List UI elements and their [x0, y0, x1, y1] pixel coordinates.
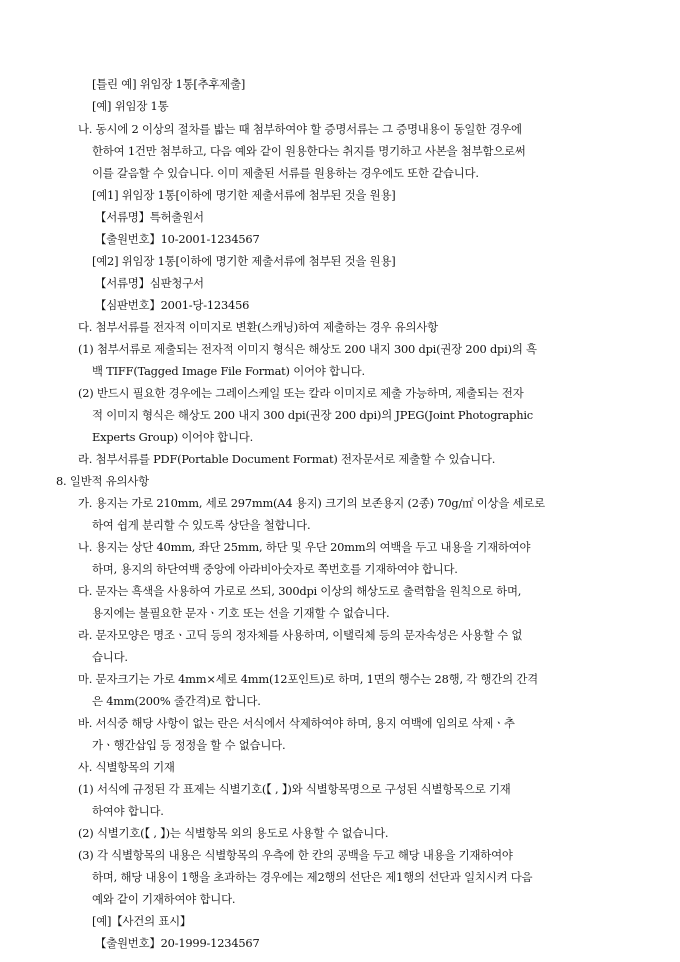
text-line: 하여야 합니다. — [92, 804, 164, 818]
text-line: (1) 서식에 규정된 각 표제는 식별기호(【 , 】)와 식별항목명으로 구성된 식별항목으로 기재 — [78, 782, 511, 796]
text-line: 가ㆍ행간삽입 등 정정을 할 수 없습니다. — [92, 738, 286, 752]
text-line: 하며, 용지의 하단여백 중앙에 아라비아숫자로 쪽번호를 기재하여야 합니다. — [92, 562, 458, 576]
text-line: [예] 위임장 1통 — [92, 99, 169, 113]
text-line: [예]【사건의 표시】 — [92, 914, 192, 928]
text-line: 라. 문자모양은 명조ㆍ고딕 등의 정자체를 사용하며, 이탤릭체 등의 문자속성은 사용할 수 없 — [78, 628, 523, 642]
text-line: 【서류명】특허출원서 — [95, 210, 204, 224]
text-line: 한하여 1건만 첨부하고, 다음 예와 같이 원용한다는 취지를 명기하고 사본을 첨부함으로써 — [92, 144, 526, 158]
text-line: 바. 서식중 해당 사항이 없는 란은 서식에서 삭제하여야 하며, 용지 여백에 임의로 삭제ㆍ추 — [78, 716, 515, 730]
text-line: [예1] 위임장 1통[이하에 명기한 제출서류에 첨부된 것을 원용] — [92, 188, 396, 202]
text-line: 나. 동시에 2 이상의 절차를 밟는 때 첨부하여야 할 증명서류는 그 증명내용이 동일한 경우에 — [78, 122, 522, 136]
text-line: 하여 쉽게 분리할 수 있도록 상단을 철합니다. — [92, 518, 311, 532]
text-line: 나. 용지는 상단 40mm, 좌단 25mm, 하단 및 우단 20mm의 여백을 두고 내용을 기재하여야 — [78, 540, 531, 554]
text-line: [예2] 위임장 1통[이하에 명기한 제출서류에 첨부된 것을 원용] — [92, 254, 396, 268]
text-line: (1) 첨부서류로 제출되는 전자적 이미지 형식은 해상도 200 내지 300 dpi(권장 200 dpi)의 흑 — [78, 342, 537, 356]
text-line: 다. 첨부서류를 전자적 이미지로 변환(스캐닝)하여 제출하는 경우 유의사항 — [78, 320, 438, 334]
text-line: 다. 문자는 흑색을 사용하여 가로로 쓰되, 300dpi 이상의 해상도로 출력함을 원칙으로 하며, — [78, 584, 522, 598]
text-line: 【출원번호】10-2001-1234567 — [95, 232, 260, 246]
text-line: 라. 첨부서류를 PDF(Portable Document Format) 전자문서로 제출할 수 있습니다. — [78, 452, 496, 466]
section-heading: 8. 일반적 유의사항 — [56, 474, 149, 488]
text-line: 사. 식별항목의 기재 — [78, 760, 175, 774]
text-line: [틀린 예] 위임장 1통[추후제출] — [92, 77, 246, 91]
text-line: Experts Group) 이어야 합니다. — [92, 430, 254, 444]
text-line: (2) 반드시 필요한 경우에는 그레이스케일 또는 칼라 이미지로 제출 가능하며, 제출되는 전자 — [78, 386, 524, 400]
text-line: 마. 문자크기는 가로 4mm×세로 4mm(12포인트)로 하며, 1면의 행수는 28행, 각 행간의 간격 — [78, 672, 538, 686]
text-line: 백 TIFF(Tagged Image File Format) 이어야 합니다. — [92, 364, 365, 378]
text-line: 가. 용지는 가로 210mm, 세로 297mm(A4 용지) 크기의 보존용지 (2종) 70g/㎡ 이상을 세로로 — [78, 496, 545, 510]
text-line: 【출원번호】20-1999-1234567 — [95, 936, 260, 950]
text-line: 적 이미지 형식은 해상도 200 내지 300 dpi(권장 200 dpi)의 JPEG(Joint Photographic — [92, 408, 533, 422]
text-line: 하며, 해당 내용이 1행을 초과하는 경우에는 제2행의 선단은 제1행의 선단과 일치시켜 다음 — [92, 870, 533, 884]
text-line: (3) 각 식별항목의 내용은 식별항목의 우측에 한 칸의 공백을 두고 해당 내용을 기재하여야 — [78, 848, 513, 862]
text-line: 이를 갈음할 수 있습니다. 이미 제출된 서류를 원용하는 경우에도 또한 같습니다. — [92, 166, 479, 180]
text-line: (2) 식별기호(【 , 】)는 식별항목 외의 용도로 사용할 수 없습니다. — [78, 826, 389, 840]
text-line: 예와 같이 기재하여야 합니다. — [92, 892, 236, 906]
text-line: 【심판번호】2001-당-123456 — [95, 298, 250, 312]
text-line: 용지에는 불필요한 문자ㆍ기호 또는 선을 기재할 수 없습니다. — [92, 606, 390, 620]
text-line: 은 4mm(200% 줄간격)로 합니다. — [92, 694, 261, 708]
text-line: 습니다. — [92, 650, 128, 664]
text-line: 【서류명】심판청구서 — [95, 276, 204, 290]
